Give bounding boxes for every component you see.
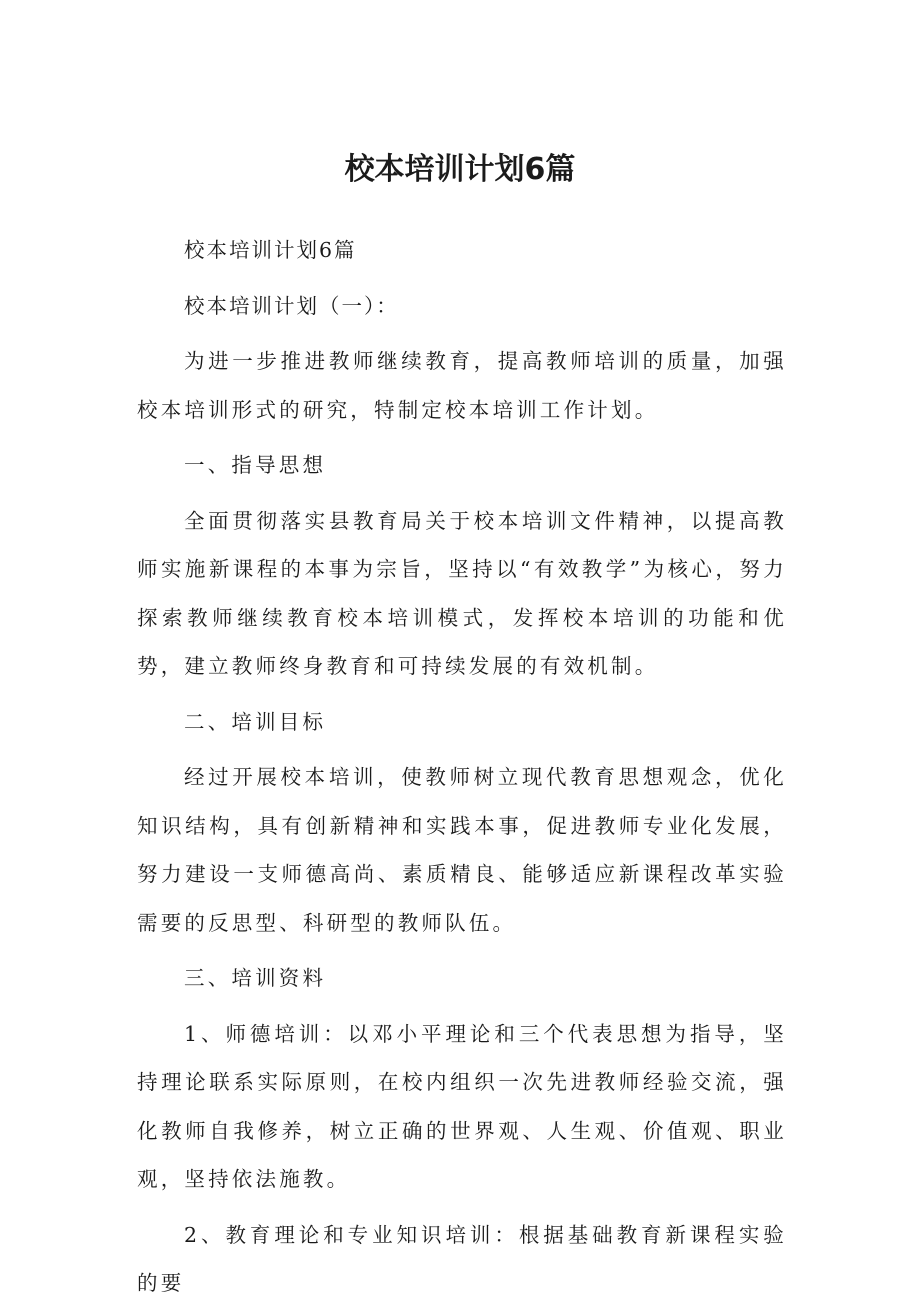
paragraph-theory-training: 2、教育理论和专业知识培训：根据基础教育新课程实验的要 — [137, 1222, 787, 1295]
paragraph-training-goals: 经过开展校本培训，使教师树立现代教育思想观念，优化知识结构，具有创新精神和实践本事，促进教师专业化发展，努力建设一支师德高尚、素质精良、能够适应新课程改革实验需要的反思型、科研型的教师队伍。 — [137, 765, 787, 935]
paragraph-heading-2: 二、培训目标 — [184, 709, 327, 734]
paragraph-subtitle: 校本培训计划6篇 — [184, 238, 357, 262]
document-title: 校本培训计划6篇 — [344, 152, 576, 187]
paragraph-heading-3: 三、培训资料 — [184, 966, 327, 990]
paragraph-intro: 为进一步推进教师继续教育，提高教师培训的质量，加强校本培训形式的研究，特制定校本培训工作计划。 — [137, 349, 787, 422]
paragraph-guiding-ideology: 全面贯彻落实县教育局关于校本培训文件精神，以提高教师实施新课程的本事为宗旨，坚持以“有效教学”为核心，努力探索教师继续教育校本培训模式，发挥校本培训的功能和优势，建立教师终身教育和可持续发展的有效机制。 — [137, 508, 787, 678]
paragraph-section-heading: 校本培训计划（一）： — [184, 293, 399, 318]
document-body — [137, 226, 787, 1315]
paragraph-heading-1: 一、指导思想 — [184, 453, 327, 477]
paragraph-ethics-training: 1、师德培训：以邓小平理论和三个代表思想为指导，坚持理论联系实际原则，在校内组织一次先进教师经验交流，强化教师自我修养，树立正确的世界观、人生观、价值观、职业观，坚持依法施教。 — [137, 1021, 787, 1191]
